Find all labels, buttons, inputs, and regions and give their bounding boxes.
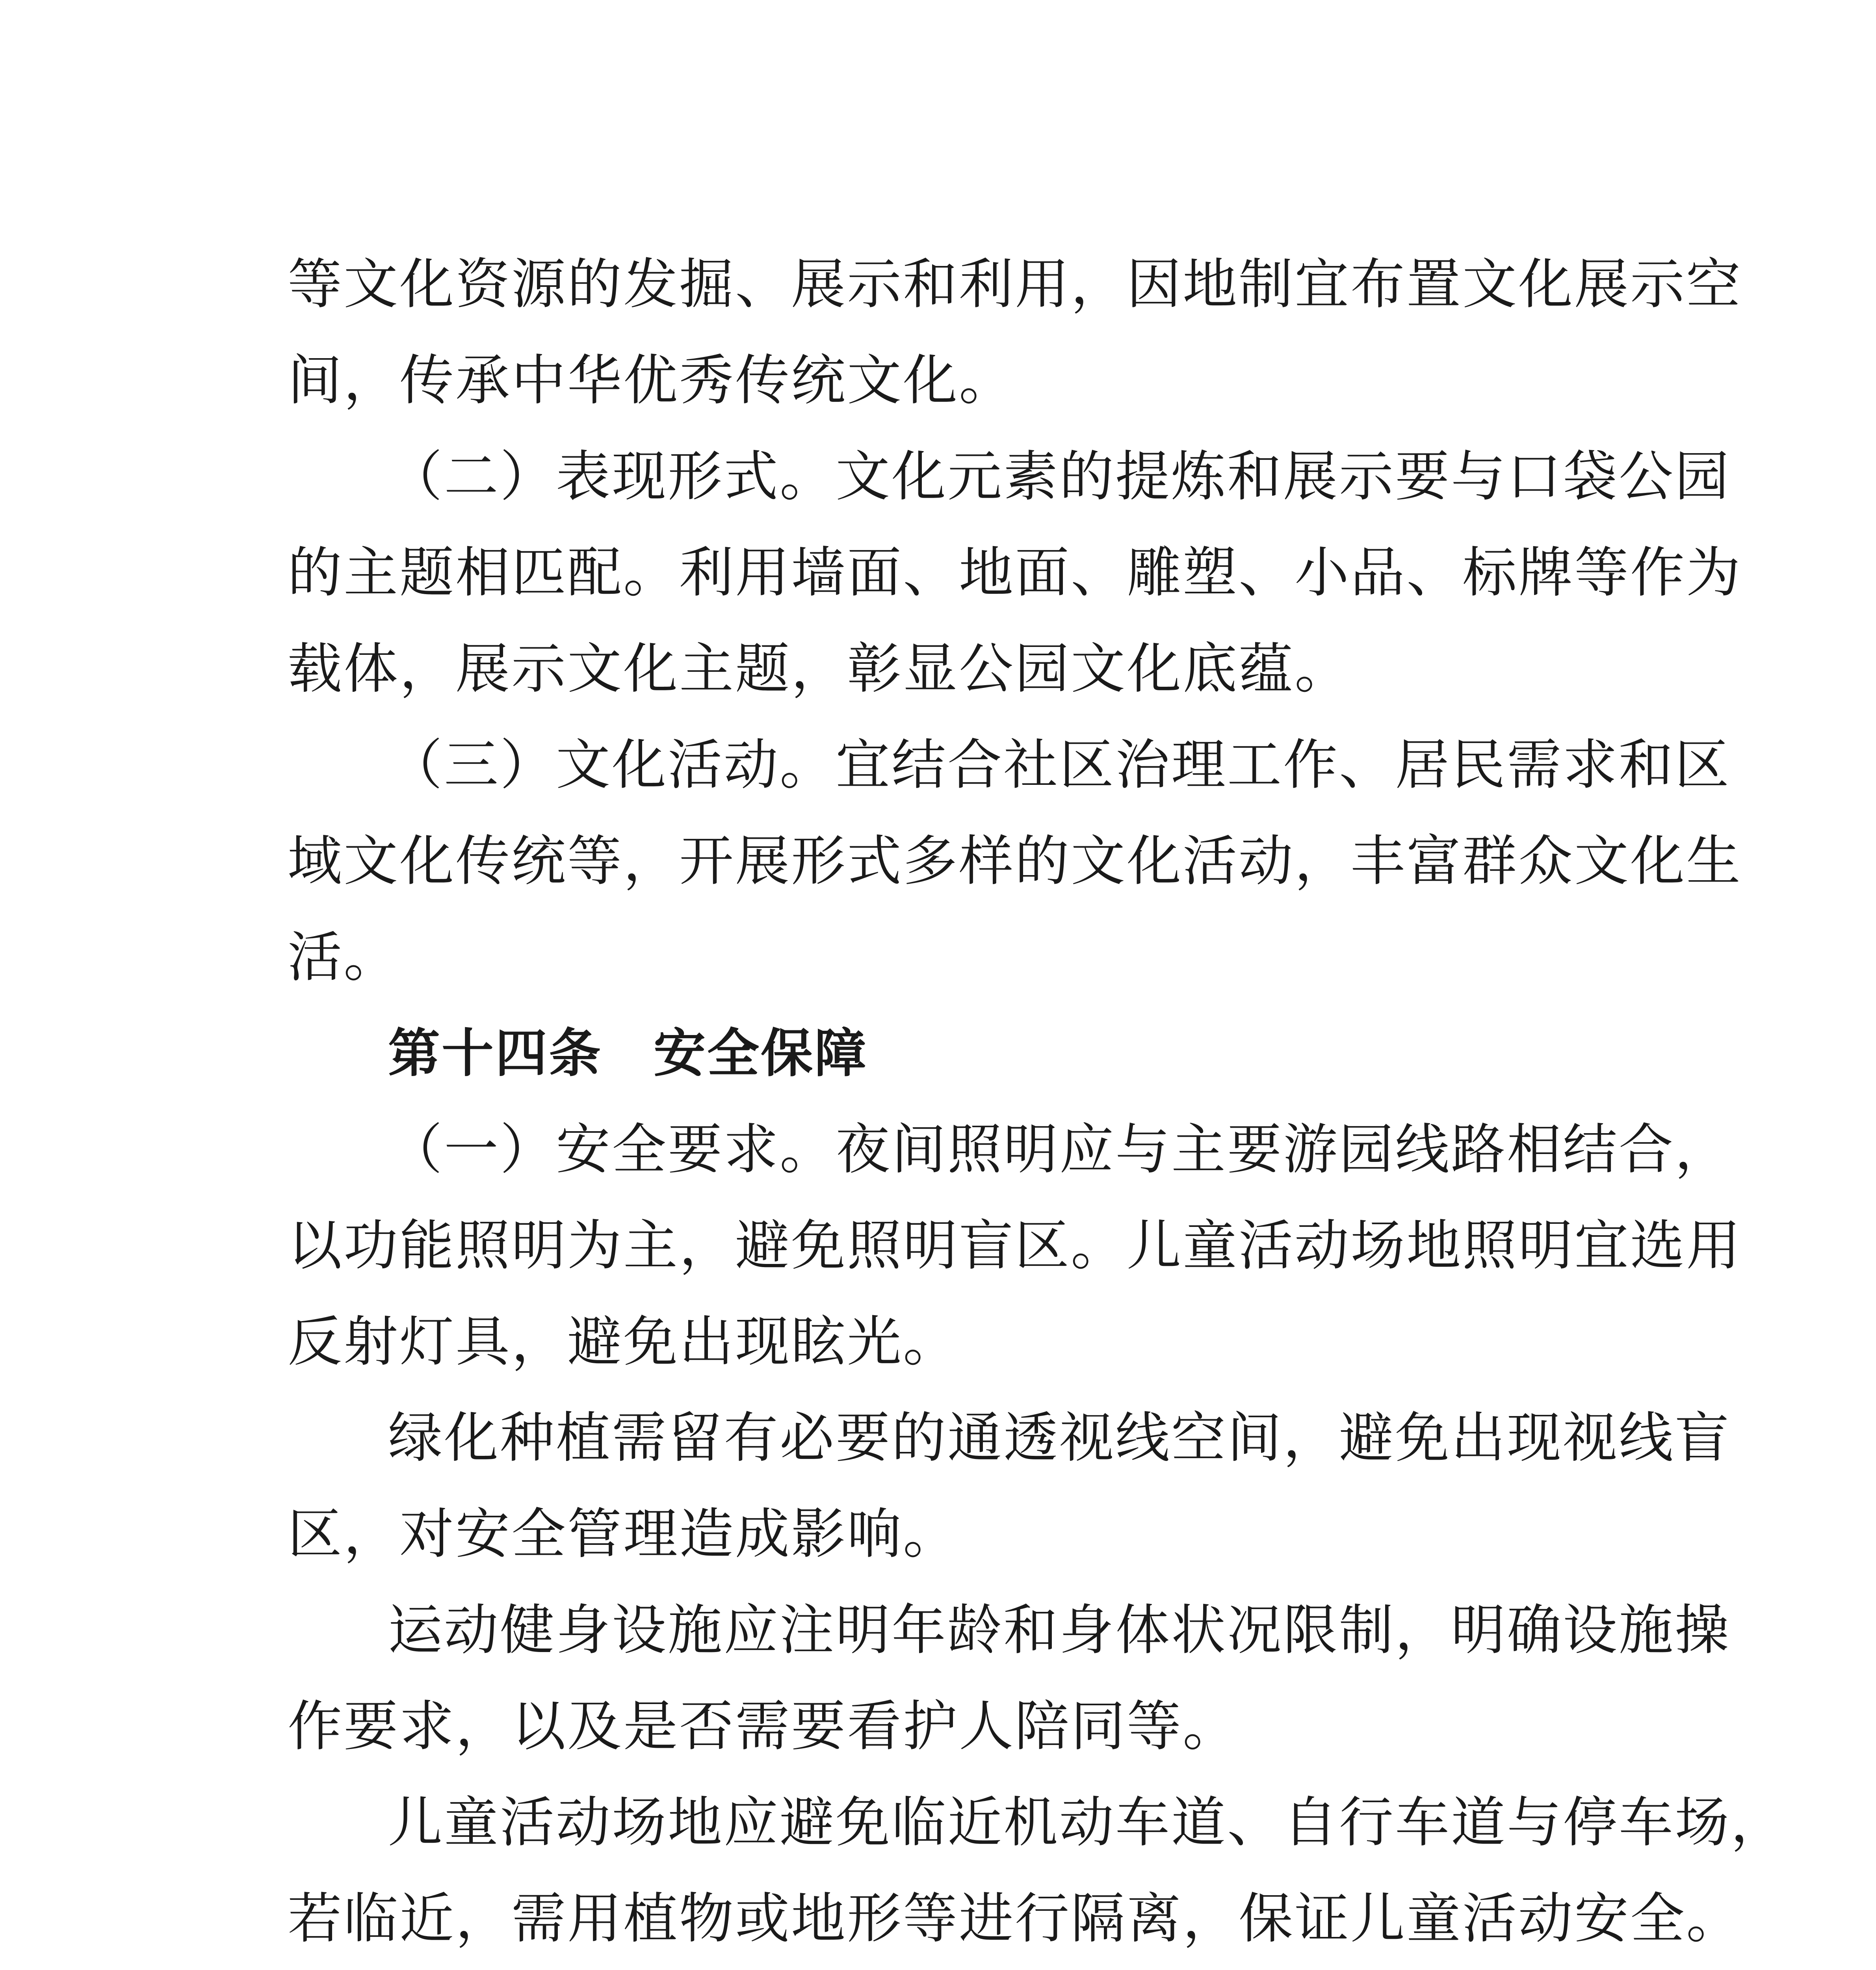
paragraph-line: 的主题相匹配。利用墙面、地面、雕塑、小品、标牌等作为 (288, 541, 1742, 604)
paragraph-line: 反射灯具，避免出现眩光。 (288, 1310, 959, 1373)
paragraph-line: 域文化传统等，开展形式多样的文化活动，丰富群众文化生 (288, 829, 1742, 893)
paragraph-line: 载体，展示文化主题，彰显公园文化底蕴。 (288, 637, 1351, 701)
paragraph-line: 以功能照明为主，避免照明盲区。儿童活动场地照明宜选用 (288, 1214, 1742, 1277)
paragraph-line: 运动健身设施应注明年龄和身体状况限制，明确设施操 (388, 1598, 1731, 1662)
paragraph-line: 若临近，需用植物或地形等进行隔离，保证儿童活动安全。 (288, 1887, 1742, 1950)
article-title: 安全保障 (654, 1023, 868, 1084)
paragraph-line: 间，传承中华优秀传统文化。 (288, 349, 1015, 412)
paragraph-line: 儿童活动场地应避免临近机动车道、自行车道与停车场， (388, 1791, 1787, 1854)
paragraph-line: 区，对安全管理造成影响。 (288, 1502, 959, 1566)
paragraph-line: 作要求，以及是否需要看护人陪同等。 (288, 1695, 1239, 1758)
paragraph-line: （三）文化活动。宜结合社区治理工作、居民需求和区 (388, 733, 1731, 797)
article-number: 第十四条 (388, 1023, 602, 1084)
section-heading (288, 1005, 1611, 1102)
paragraph-line: 等文化资源的发掘、展示和利用，因地制宜布置文化展示空 (288, 253, 1742, 316)
body-text (288, 236, 1787, 1970)
paragraph-line: 活。 (288, 926, 400, 989)
paragraph-line: （二）表现形式。文化元素的提炼和展示要与口袋公园 (388, 445, 1731, 508)
paragraph-line: （一）安全要求。夜间照明应与主要游园线路相结合， (388, 1118, 1731, 1181)
paragraph-line (288, 1967, 1611, 1970)
paragraph-line: 绿化种植需留有必要的通透视线空间，避免出现视线盲 (388, 1406, 1731, 1470)
